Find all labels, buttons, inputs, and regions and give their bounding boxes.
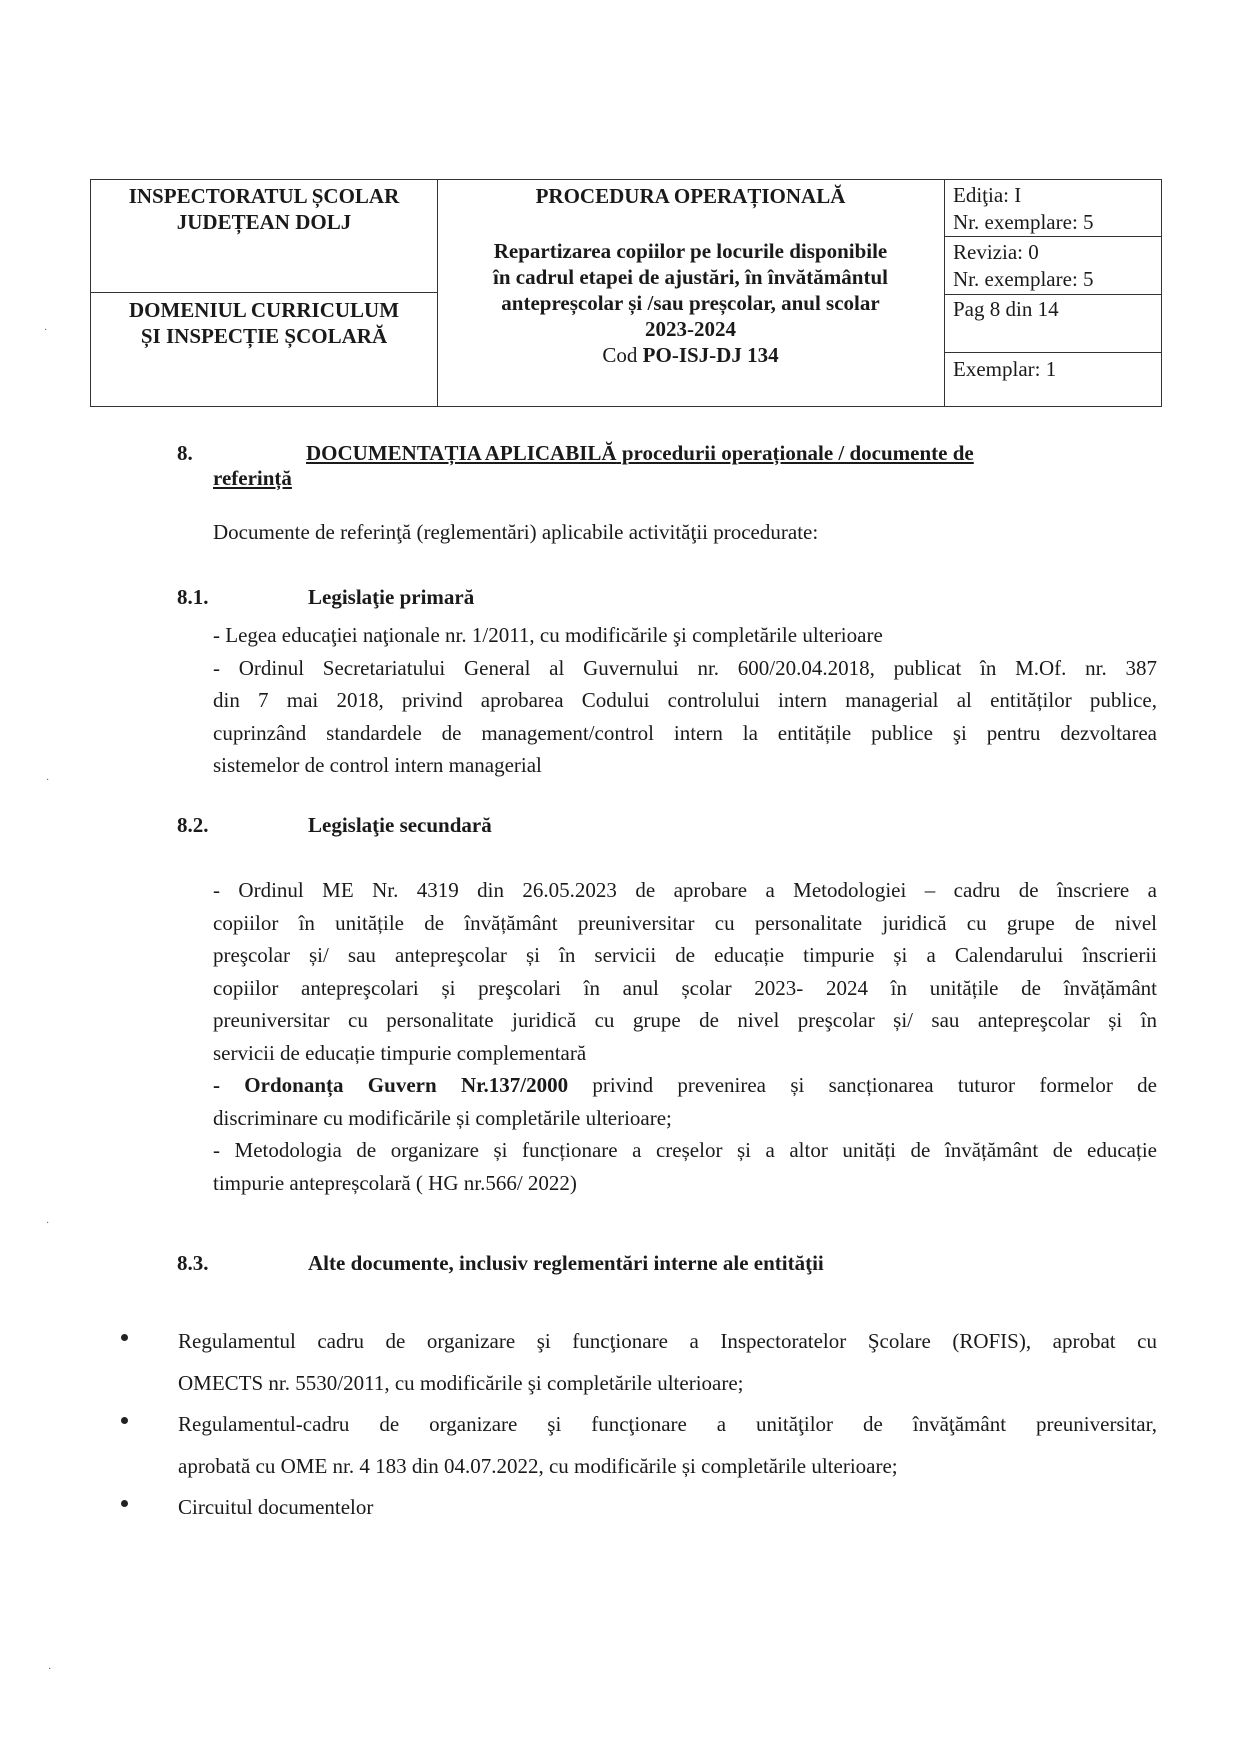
scan-artifact: · [48, 1664, 52, 1675]
section-8-3-number: 8.3. [177, 1251, 209, 1275]
section-8-3-title: Alte documente, inclusiv reglementări interne ale entităţii [308, 1251, 824, 1275]
section-8-title: DOCUMENTAȚIA APLICABILĂ procedurii operaționale / documente de [306, 441, 974, 465]
table-divider [944, 236, 1161, 237]
scan-artifact: · [44, 325, 48, 336]
document-header-table [90, 179, 1162, 407]
bullet-icon [121, 1417, 128, 1424]
section-8-2-title: Legislaţie secundară [308, 813, 492, 837]
department-name: DOMENIUL CURRICULUM ȘI INSPECȚIE ȘCOLARĂ [128, 298, 400, 348]
list-item: Regulamentul cadru de organizare şi funcţionare a Inspectoratelor Şcolare (ROFIS), aprobat cu OMECTS nr. 5530/2011, cu modificările şi completările ulterioare; [178, 1329, 1157, 1395]
list-item: Regulamentul-cadru de organizare şi funcţionare a unităţilor de învăţământ preuniversitar, aprobată cu OME nr. 4 183 din 04.07.2022, cu modificările și completările ulterioare; [178, 1412, 1157, 1478]
page-number: Pag 8 din 14 [953, 297, 1059, 321]
section-8-2-number: 8.2. [177, 813, 209, 837]
revision-info: Revizia: 0 Nr. exemplare: 5 [953, 240, 1094, 291]
section-8-2-body: - Ordinul ME Nr. 4319 din 26.05.2023 de aprobare a Metodologiei – cadru de înscriere a copiilor în unitățile de învățământ preuniversitar cu personalitate juridică cu grupe de nivel preşcolar și/ sau antepreşcolar și în servicii de educație timpurie și a Calendarului înscrierii copiilor antepreşcolari și preşcolari în anul școlar 2023- 2024 în unitățile de învățământ preuniversitar cu personalitate juridică cu grupe de nivel preşcolar și/ sau antepreşcolar și în servicii de educație timpurie complementară - Ordonanța Guvern Nr.137/2000 privind prevenirea și sancționarea tuturor formelor de discriminare cu modificările și completările ulterioare; - Metodologia de organizare și funcționare a creșelor și a altor unități de învățământ de educație timpurie antepreșcolară ( HG nr.566/ 2022) [213, 878, 1157, 1195]
bullet-icon [121, 1334, 128, 1341]
table-divider [944, 180, 945, 406]
procedure-title: Repartizarea copiilor pe locurile disponibile în cadrul etapei de ajustări, în învătământul antepreșcolar și /sau preșcolar, anul scolar 2023-2024 [493, 239, 888, 341]
table-divider [944, 294, 1161, 295]
institution-name: INSPECTORATUL ȘCOLAR JUDEȚEAN DOLJ [128, 184, 400, 234]
list-item: Circuitul documentelor [178, 1495, 374, 1519]
bullet-icon [121, 1500, 128, 1507]
procedure-type: PROCEDURA OPERAȚIONALĂ [535, 184, 846, 208]
table-divider [91, 292, 437, 293]
ordonanta-line: - Ordonanța Guvern Nr.137/2000 privind prevenirea și sancționarea tuturor formelor de [213, 1073, 1157, 1097]
copy-number: Exemplar: 1 [953, 357, 1057, 381]
section-8-intro: Documente de referinţă (reglementări) aplicabile activităţii procedurate: [213, 520, 819, 544]
section-8-number: 8. [177, 441, 193, 465]
scan-artifact: · [46, 1218, 50, 1229]
section-8-title-cont: referință [213, 466, 292, 490]
table-divider [944, 352, 1161, 353]
section-8-1-number: 8.1. [177, 585, 209, 609]
scan-artifact: · [46, 775, 50, 786]
procedure-code: Cod PO-ISJ-DJ 134 [602, 343, 779, 367]
edition-info: Ediţia: I Nr. exemplare: 5 [953, 183, 1094, 234]
section-8-1-body: - Legea educaţiei naţionale nr. 1/2011, cu modificările şi completările ulterioare - Ordinul Secretariatului General al Guvernului nr. 600/20.04.2018, publicat în M.Of. nr. 387 din 7 mai 2018, privind aprobarea Codului controlului intern managerial al entităților publice, cuprinzând standardele de management/control intern la entitățile publice şi pentru dezvoltarea sistemelor de control intern managerial [213, 623, 1157, 777]
section-8-1-title: Legislaţie primară [308, 585, 475, 609]
